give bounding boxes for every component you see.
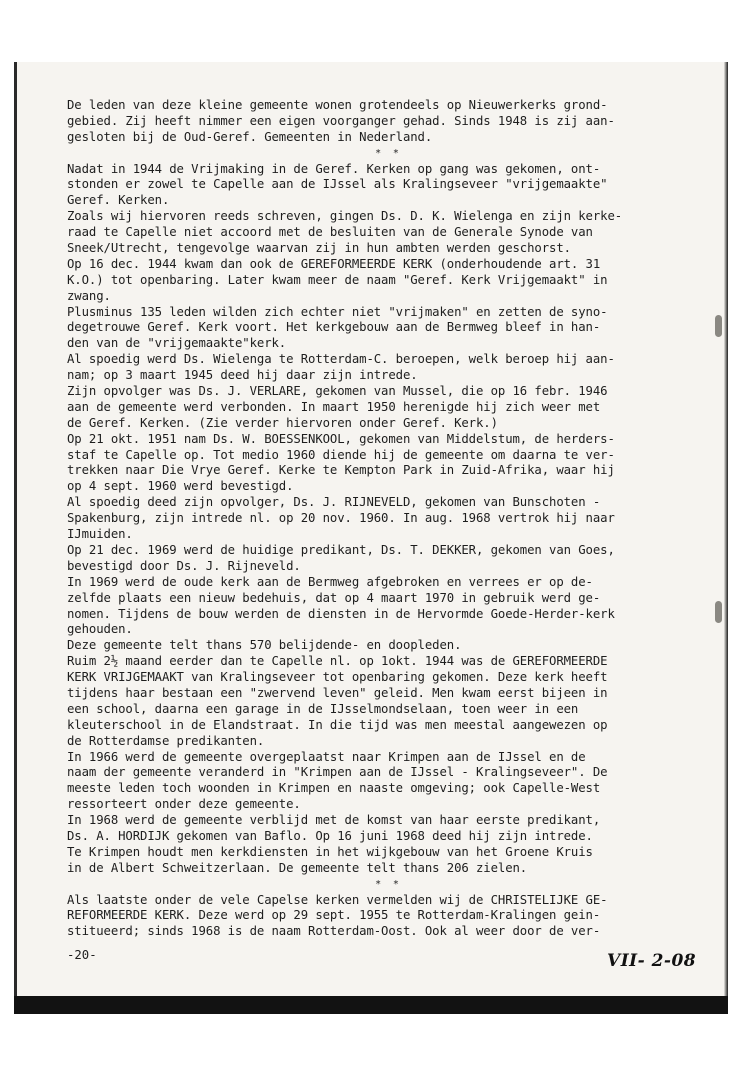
text-line: Geref. Kerken.	[67, 193, 170, 208]
text-line: Op 16 dec. 1944 kwam dan ook de GEREFORMEERDE KERK (onderhoudende art. 31	[67, 256, 601, 271]
section-separator: * *	[375, 147, 399, 159]
text-line: De leden van deze kleine gemeente wonen grotendeels op Nieuwerkerks grond-	[67, 98, 608, 112]
text-line: Nadat in 1944 de Vrijmaking in de Geref. Kerken op gang was gekomen, ont-	[67, 161, 601, 176]
text-line: de Rotterdamse predikanten.	[67, 733, 265, 748]
body-text	[67, 98, 707, 940]
text-line: zelfde plaats een nieuw bedehuis, dat op 4 maart 1970 in gebruik werd ge-	[67, 590, 601, 605]
text-line: gesloten bij de Oud-Geref. Gemeenten in Nederland.	[67, 129, 433, 144]
scan-top-margin	[0, 0, 738, 62]
text-line: tijdens haar bestaan een "zwervend leven" geleid. Men kwam eerst bijeen in	[67, 685, 608, 700]
text-line: gehouden.	[67, 622, 133, 637]
text-line: meeste leden toch woonden in Krimpen en naaste omgeving; ook Capelle-West	[67, 781, 601, 796]
text-line: nam; op 3 maart 1945 deed hij daar zijn intrede.	[67, 368, 418, 383]
text-line: ressorteert onder deze gemeente.	[67, 797, 301, 812]
text-line: Als laatste onder de vele Capelse kerken vermelden wij de CHRISTELIJKE GE-	[67, 892, 608, 907]
text-line: aan de gemeente werd verbonden. In maart 1950 herenigde hij zich weer met	[67, 399, 601, 414]
text-line: zwang.	[67, 288, 111, 303]
text-line: in de Albert Schweitzerlaan. De gemeente telt thans 206 zielen.	[67, 860, 528, 875]
text-line: een school, daarna een garage in de IJsselmondselaan, toen weer in een	[67, 701, 579, 716]
text-line: In 1966 werd de gemeente overgeplaatst naar Krimpen aan de IJssel en de	[67, 749, 586, 764]
text-line: In 1969 werd de oude kerk aan de Bermweg afgebroken en verrees er op de-	[67, 574, 593, 589]
text-line: REFORMEERDE KERK. Deze werd op 29 sept. 1955 te Rotterdam-Kralingen gein-	[67, 908, 601, 923]
text-line: Te Krimpen houdt men kerkdiensten in het wijkgebouw van het Groene Kruis	[67, 844, 593, 859]
text-line: raad te Capelle niet accoord met de besluiten van de Generale Synode van	[67, 225, 593, 240]
text-line: Al spoedig deed zijn opvolger, Ds. J. RIJNEVELD, gekomen van Bunschoten -	[67, 495, 601, 510]
text-line: KERK VRIJGEMAAKT van Kralingseveer tot openbaring gekomen. Deze kerk heeft	[67, 670, 608, 685]
text-line: Zijn opvolger was Ds. J. VERLARE, gekomen van Mussel, die op 16 febr. 1946	[67, 384, 608, 399]
punch-hole-bottom	[715, 601, 722, 623]
text-line: naam der gemeente veranderd in "Krimpen aan de IJssel - Kralingseveer". De	[67, 765, 608, 780]
page-number: -20-	[67, 948, 97, 962]
text-line: K.O.) tot openbaring. Later kwam meer de naam "Geref. Kerk Vrijgemaakt" in	[67, 272, 608, 287]
page-edge-shadow	[724, 62, 728, 1010]
text-line: kleuterschool in de Elandstraat. In die tijd was men meestal aangewezen op	[67, 717, 608, 732]
text-line: den van de "vrijgemaakte"kerk.	[67, 336, 287, 351]
text-line: degetrouwe Geref. Kerk voort. Het kerkgebouw aan de Bermweg bleef in han-	[67, 320, 601, 335]
scan-bottom-border	[14, 996, 728, 1014]
text-line: op 4 sept. 1960 werd bevestigd.	[67, 479, 294, 494]
text-line: Ruim 2½ maand eerder dan te Capelle nl. op 1okt. 1944 was de GEREFORMEERDE	[67, 654, 608, 669]
punch-hole-top	[715, 315, 722, 337]
text-line: Deze gemeente telt thans 570 belijdende- en doopleden.	[67, 638, 462, 653]
text-line: trekken naar Die Vrye Geref. Kerke te Kempton Park in Zuid-Afrika, waar hij	[67, 463, 615, 478]
text-line: staf te Capelle op. Tot medio 1960 diende hij de gemeente om daarna te ver-	[67, 447, 615, 462]
text-line: Ds. A. HORDIJK gekomen van Baflo. Op 16 juni 1968 deed hij zijn intrede.	[67, 828, 593, 843]
text-line: Op 21 okt. 1951 nam Ds. W. BOESSENKOOL, gekomen van Middelstum, de herders-	[67, 431, 615, 446]
text-line: stonden er zowel te Capelle aan de IJssel als Kralingseveer "vrijgemaakte"	[67, 177, 608, 192]
text-line: gebied. Zij heeft nimmer een eigen voorganger gehad. Sinds 1948 is zij aan-	[67, 113, 615, 128]
text-line: Al spoedig werd Ds. Wielenga te Rotterdam-C. beroepen, welk beroep hij aan-	[67, 352, 615, 367]
text-line: Op 21 dec. 1969 werd de huidige predikant, Ds. T. DEKKER, gekomen van Goes,	[67, 542, 615, 557]
text-line: Zoals wij hiervoren reeds schreven, gingen Ds. D. K. Wielenga en zijn kerke-	[67, 209, 623, 224]
text-line: Spakenburg, zijn intrede nl. op 20 nov. 1960. In aug. 1968 vertrok hij naar	[67, 511, 615, 526]
section-separator: * *	[375, 878, 399, 890]
text-line: Plusminus 135 leden wilden zich echter niet "vrijmaken" en zetten de syno-	[67, 304, 608, 319]
text-line: de Geref. Kerken. (Zie verder hiervoren onder Geref. Kerk.)	[67, 415, 498, 430]
text-line: IJmuiden.	[67, 527, 133, 542]
text-line: Sneek/Utrecht, tengevolge waarvan zij in hun ambten werden geschorst.	[67, 241, 571, 256]
typewritten-page	[14, 62, 728, 1010]
text-line: nomen. Tijdens de bouw werden de diensten in de Hervormde Goede-Herder-kerk	[67, 606, 615, 621]
text-line: stitueerd; sinds 1968 is de naam Rotterdam-Oost. Ook al weer door de ver-	[67, 924, 601, 939]
text-line: bevestigd door Ds. J. Rijneveld.	[67, 558, 301, 573]
text-line: In 1968 werd de gemeente verblijd met de komst van haar eerste predikant,	[67, 813, 601, 828]
handwritten-archive-mark: VII- 2-08	[607, 951, 697, 971]
